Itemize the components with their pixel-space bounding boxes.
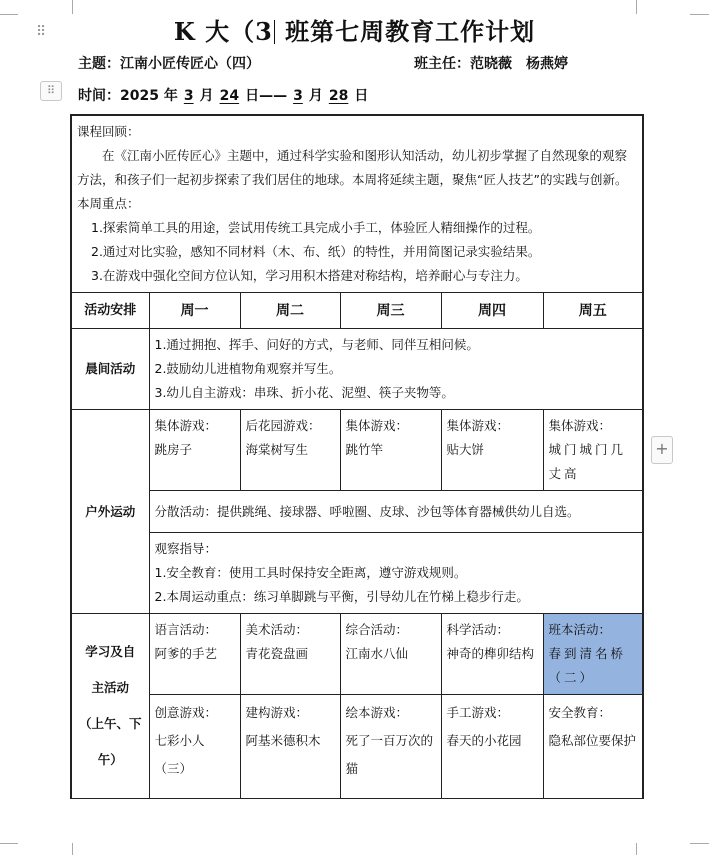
outdoor-label: 户外运动 <box>71 410 149 614</box>
page-title <box>0 12 709 47</box>
table-move-handle-icon[interactable]: ⠿ <box>40 81 62 101</box>
teacher-names: 范晓薇 杨燕婷 <box>470 56 568 72</box>
learning-tue[interactable] <box>240 614 340 695</box>
review-row <box>71 115 643 293</box>
guidance-item: 1.安全教育：使用工具时保持安全距离，遵守游戏规则。 <box>154 565 467 580</box>
end-month: 3 <box>293 88 303 104</box>
activity-name: 阿基米德积木 <box>245 733 321 748</box>
outdoor-scattered-row <box>71 491 643 533</box>
learning-label-line: 主活动 <box>91 680 129 695</box>
scattered-cell[interactable]: 分散活动：提供跳绳、接球器、呼啦圈、皮球、沙包等体育器械供幼儿自选。 <box>149 491 643 533</box>
outdoor-game-mon[interactable] <box>149 410 240 491</box>
activity-type: 安全教育： <box>548 705 612 720</box>
activity-type: 手工游戏： <box>446 705 510 720</box>
review-paragraph: 在《江南小匠传匠心》主题中，通过科学实验和图形认知活动，幼儿初步掌握了自然现象的观察方法，和孩子们一起初步探索了我们居住的地球。本周将延续主题，聚焦“匠人技艺”的实践与创新。 <box>77 148 628 187</box>
title-suffix: 班第七周教育工作计划 <box>285 17 536 46</box>
game-name: 跳竹竿 <box>345 442 384 457</box>
focus-heading: 本周重点： <box>77 196 140 211</box>
learning-fri-selected[interactable] <box>543 614 643 695</box>
end-day-unit: 日 <box>354 88 369 104</box>
activity-name: 阿爹的手艺 <box>154 646 218 661</box>
morning-row <box>71 329 643 410</box>
start-day-unit: 日—— <box>245 88 288 104</box>
morning-line: 1.通过拥抱、挥手、问好的方式，与老师、同伴互相问候。 <box>154 337 479 352</box>
theme-label: 主题： <box>78 56 120 72</box>
crop-mark-bottom-right-h <box>690 843 709 844</box>
focus-item: 2.通过对比实验，感知不同材料（木、布、纸）的特性，并用简图记录实验结果。 <box>91 244 541 259</box>
learning-label-line: 学习及自 <box>85 644 136 659</box>
activity-type: 建构游戏： <box>245 705 309 720</box>
learning-label-line: （上午、下 <box>78 716 142 731</box>
learning-row-2 <box>71 695 643 799</box>
activity-name: 死了一百万次的猫 <box>345 733 434 776</box>
theme-value: 江南小匠传匠心（四） <box>120 56 260 72</box>
learning2-mon[interactable] <box>149 695 240 799</box>
learning-thu[interactable] <box>441 614 543 695</box>
game-type: 后花园游戏： <box>245 418 321 433</box>
focus-item: 3.在游戏中强化空间方位认知，学习用积木搭建对称结构，培养耐心与专注力。 <box>91 268 528 283</box>
end-day: 28 <box>328 88 349 104</box>
activity-type: 综合活动： <box>345 622 409 637</box>
outdoor-game-thu[interactable] <box>441 410 543 491</box>
game-name: 海棠树写生 <box>245 442 309 457</box>
day-header-mon: 周一 <box>149 293 240 329</box>
morning-line: 3.幼儿自主游戏：串珠、折小花、泥塑、筷子夹物等。 <box>154 385 454 400</box>
activity-name: 春到清名桥（二） <box>548 646 627 685</box>
review-heading: 课程回顾： <box>77 124 140 139</box>
learning2-tue[interactable] <box>240 695 340 799</box>
activity-type: 美术活动： <box>245 622 309 637</box>
outdoor-guidance-row <box>71 533 643 614</box>
day-header-tue: 周二 <box>240 293 340 329</box>
learning2-wed[interactable] <box>340 695 441 799</box>
morning-cell[interactable] <box>149 329 643 410</box>
start-month-unit: 月 <box>199 88 214 104</box>
crop-mark-bottom-left-h <box>0 843 18 844</box>
guidance-cell[interactable] <box>149 533 643 614</box>
guidance-item: 2.本周运动重点：练习单脚跳与平衡，引导幼儿在竹梯上稳步行走。 <box>154 589 529 604</box>
game-name: 贴大饼 <box>446 442 485 457</box>
learning-wed[interactable] <box>340 614 441 695</box>
start-month: 3 <box>183 88 194 104</box>
end-month-unit: 月 <box>308 88 323 104</box>
activity-type: 创意游戏： <box>154 705 218 720</box>
day-header-wed: 周三 <box>340 293 441 329</box>
learning-row-1 <box>71 614 643 695</box>
learning2-thu[interactable] <box>441 695 543 799</box>
activity-name: 七彩小人（三） <box>154 733 205 776</box>
teacher-label: 班主任： <box>414 56 470 72</box>
teacher-line <box>414 53 568 73</box>
activity-name: 青花瓷盘画 <box>245 646 309 661</box>
outdoor-game-tue[interactable] <box>240 410 340 491</box>
theme-line <box>78 53 260 73</box>
plan-table <box>70 114 644 799</box>
game-type: 集体游戏： <box>446 418 510 433</box>
learning-label <box>71 614 149 799</box>
game-name: 城门城门几丈高 <box>548 442 627 481</box>
morning-line: 2.鼓励幼儿进植物角观察并写生。 <box>154 361 342 376</box>
activity-name: 春天的小花园 <box>446 733 522 748</box>
start-day: 24 <box>219 88 240 104</box>
year: 2025 年 <box>120 88 178 104</box>
outdoor-game-fri[interactable] <box>543 410 643 491</box>
time-label: 时间： <box>78 88 120 104</box>
activity-name: 神奇的榫卯结构 <box>446 646 535 661</box>
game-type: 集体游戏： <box>548 418 612 433</box>
focus-item: 1.探索简单工具的用途，尝试用传统工具完成小手工，体验匠人精细操作的过程。 <box>91 220 541 235</box>
learning-label-line: 午） <box>97 752 123 767</box>
schedule-header-label: 活动安排 <box>71 293 149 329</box>
learning2-fri[interactable] <box>543 695 643 799</box>
day-header-fri: 周五 <box>543 293 643 329</box>
game-type: 集体游戏： <box>345 418 409 433</box>
activity-name: 江南水八仙 <box>345 646 409 661</box>
drag-handle-icon[interactable]: ⠿ <box>36 24 48 40</box>
days-header-row <box>71 293 643 329</box>
activity-type: 班本活动： <box>548 622 612 637</box>
review-cell[interactable] <box>71 115 643 293</box>
crop-mark-bottom-left-v <box>72 843 73 855</box>
outdoor-games-row <box>71 410 643 491</box>
outdoor-game-wed[interactable] <box>340 410 441 491</box>
title-prefix: K 大（3 <box>173 17 273 46</box>
crop-mark-bottom-right-v <box>636 843 637 855</box>
add-column-button[interactable]: + <box>651 436 673 464</box>
day-header-thu: 周四 <box>441 293 543 329</box>
learning-mon[interactable] <box>149 614 240 695</box>
text-cursor <box>274 20 275 44</box>
activity-name: 隐私部位要保护 <box>548 733 637 748</box>
activity-type: 语言活动： <box>154 622 218 637</box>
morning-label: 晨间活动 <box>71 329 149 410</box>
game-type: 集体游戏： <box>154 418 218 433</box>
game-name: 跳房子 <box>154 442 193 457</box>
time-line <box>78 85 368 105</box>
activity-type: 绘本游戏： <box>345 705 409 720</box>
guidance-heading: 观察指导： <box>154 541 218 556</box>
activity-type: 科学活动： <box>446 622 510 637</box>
